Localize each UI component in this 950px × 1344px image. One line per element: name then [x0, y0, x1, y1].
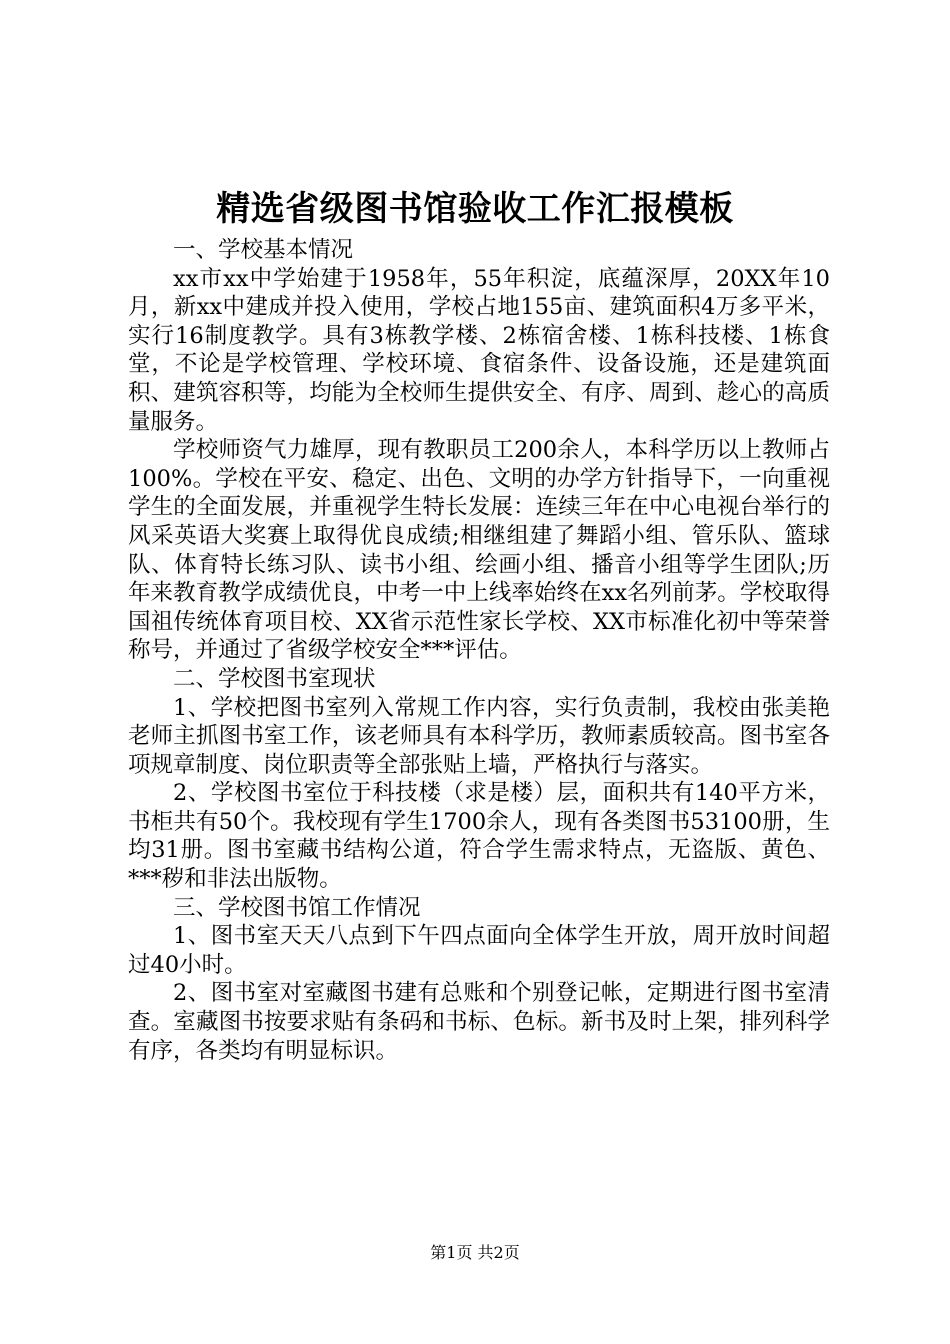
- paragraph: 学校师资气力雄厚，现有教职员工200余人，本科学历以上教师占100%。学校在平安、稳定、出色、文明的办学方针指导下，一向重视学生的全面发展，并重视学生特长发展：连续三年在中心电视台举行的风采英语大奖赛上取得优良成绩;相继组建了舞蹈小组、管乐队、篮球队、体育特长练习队、读书小组、绘画小组、播音小组等学生团队;历年来教育教学成绩优良，中考一中上线率始终在xx名列前茅。学校取得国祖传统体育项目校、XX省示范性家长学校、XX市标准化初中等荣誉称号，并通过了省级学校安全***评估。: [128, 437, 830, 664]
- paragraph: 2、学校图书室位于科技楼（求是楼）层，面积共有140平方米，书柜共有50个。我校现有学生1700余人，现有各类图书53100册，生均31册。图书室藏书结构公道，符合学生需求特点，无盗版、黄色、***秽和非法出版物。: [128, 780, 830, 893]
- section-heading-2: 二、学校图书室现状: [173, 665, 376, 692]
- section-heading-3: 三、学校图书馆工作情况: [173, 894, 421, 921]
- paragraph: 1、图书室天天八点到下午四点面向全体学生开放，周开放时间超过40小时。: [128, 923, 830, 978]
- section-heading-1: 一、学校基本情况: [173, 237, 354, 263]
- document-title: 精选省级图书馆验收工作汇报模板: [216, 189, 734, 229]
- page-footer: 第1页 共2页: [430, 1243, 520, 1262]
- paragraph: 2、图书室对室藏图书建有总账和个别登记帐，定期进行图书室清查。室藏图书按要求贴有条码和书标、色标。新书及时上架，排列科学有序，各类均有明显标识。: [128, 980, 830, 1064]
- document-body: [128, 236, 830, 1065]
- paragraph: xx市xx中学始建于1958年，55年积淀，底蕴深厚，20XX年10月，新xx中建成并投入使用，学校占地155亩、建筑面积4万多平米，实行16制度教学。具有3栋教学楼、2栋宿舍楼、1栋科技楼、1栋食堂，不论是学校管理、学校环境、食宿条件、设备设施，还是建筑面积、建筑容积等，均能为全校师生提供安全、有序、周到、趁心的高质量服务。: [128, 265, 830, 435]
- paragraph: 1、学校把图书室列入常规工作内容，实行负责制，我校由张美艳老师主抓图书室工作，该老师具有本科学历，教师素质较高。图书室各项规章制度、岗位职责等全部张贴上墙，严格执行与落实。: [128, 694, 830, 778]
